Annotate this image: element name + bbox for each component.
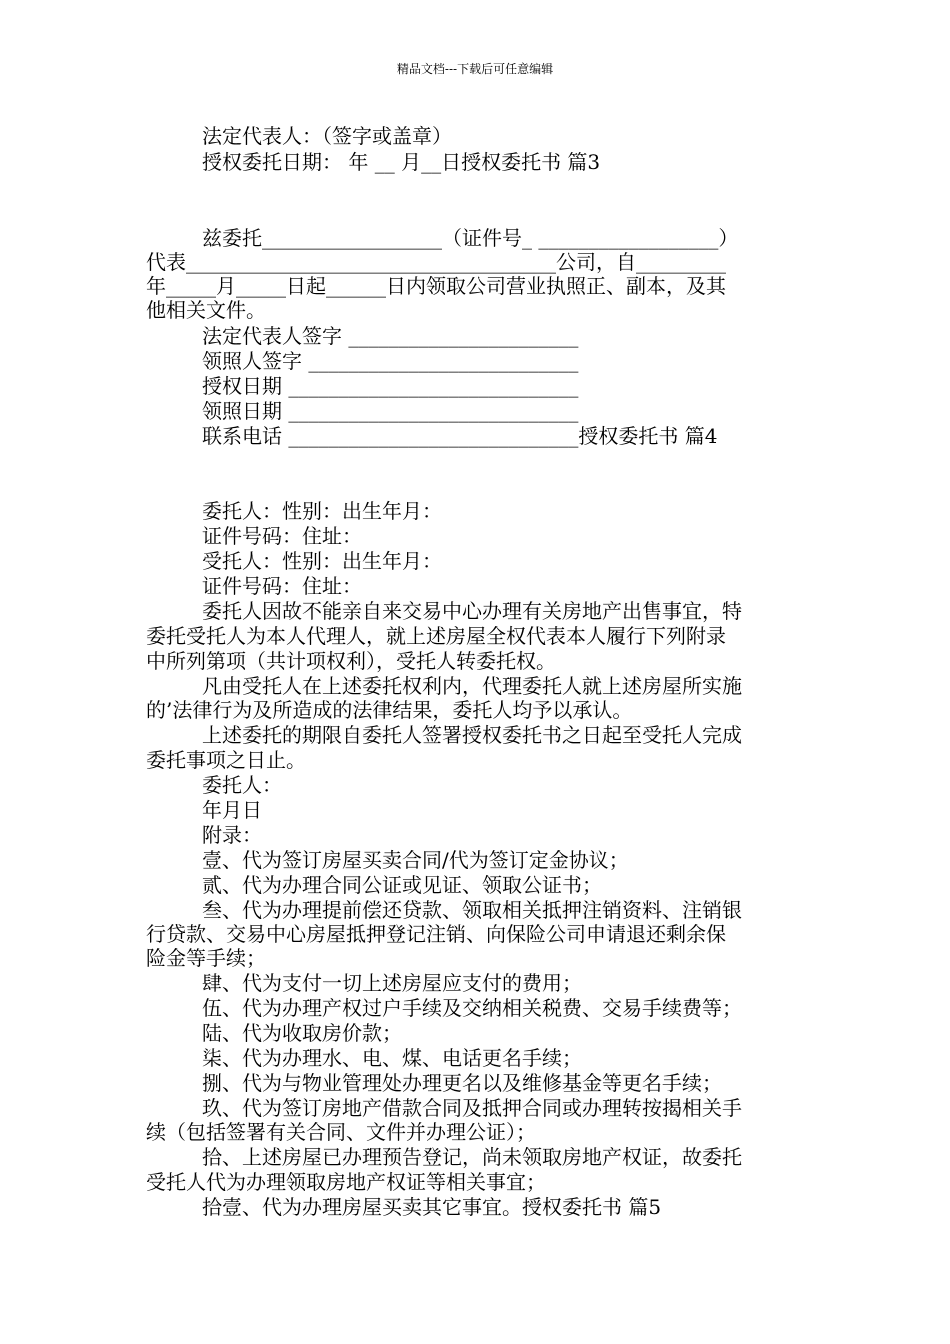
text-line: 委托受托人为本人代理人，就上述房屋全权代表本人履行下列附录 [146, 624, 726, 648]
text-line: 贰、代为办理合同公证或见证、领取公证书； [202, 873, 602, 897]
text-line: 凡由受托人在上述委托权利内，代理委托人就上述房屋所实施 [202, 674, 742, 698]
text-line: 捌、代为与物业管理处办理更名以及维修基金等更名手续； [202, 1071, 722, 1095]
text-line: 联系电话 _____________________________授权委托书 篇4 [202, 424, 718, 448]
text-line: 他相关文件。 [146, 298, 266, 322]
text-line: 委托事项之日止。 [146, 748, 306, 772]
text-line: 续（包括签署有关合同、文件并办理公证）； [146, 1120, 536, 1144]
text-line: 壹、代为签订房屋买卖合同/代为签订定金协议； [202, 848, 629, 872]
text-line: 年_____月_____日起______日内领取公司营业执照正、副本，及其 [146, 274, 726, 298]
text-line: 肆、代为支付一切上述房屋应支付的费用； [202, 971, 582, 995]
text-line: 授权日期 _____________________________ [202, 374, 579, 398]
text-line: 年月日 [202, 798, 262, 822]
text-line: 柒、代为办理水、电、煤、电话更名手续； [202, 1046, 582, 1070]
text-line: 拾、上述房屋已办理预告登记，尚未领取房地产权证，故委托 [202, 1145, 742, 1169]
text-line: 上述委托的期限自委托人签署授权委托书之日起至受托人完成 [202, 723, 742, 747]
text-line: 拾壹、代为办理房屋买卖其它事宜。授权委托书 篇5 [202, 1195, 662, 1219]
text-line: 中所列第项（共计项权利），受托人转委托权。 [146, 649, 556, 673]
text-line: 委托人：性别：出生年月： [202, 499, 442, 523]
text-line: 叁、代为办理提前偿还贷款、领取相关抵押注销资料、注销银 [202, 898, 742, 922]
text-line: 受托人代为办理领取房地产权证等相关事宜； [146, 1170, 546, 1194]
text-line: 伍、代为办理产权过户手续及交纳相关税费、交易手续费等； [202, 996, 742, 1020]
text-line: 授权委托日期： 年 __ 月__日授权委托书 篇3 [202, 150, 601, 174]
text-line: 玖、代为签订房地产借款合同及抵押合同或办理转按揭相关手 [202, 1096, 742, 1120]
text-line: 领照人签字 ___________________________ [202, 349, 579, 373]
text-line: 领照日期 _____________________________ [202, 399, 579, 423]
text-line: 代表_____________________________________公司，自_________ [146, 250, 726, 274]
text-line: 行贷款、交易中心房屋抵押登记注销、向保险公司申请退还剩余保 [146, 922, 726, 946]
text-line: 证件号码：住址： [202, 524, 362, 548]
text-line: 委托人： [202, 773, 282, 797]
page-header: 精品文档---下载后可任意编辑 [396, 62, 554, 76]
text-line: 的’法律行为及所造成的法律结果，委托人均予以承认。 [146, 698, 633, 722]
text-line: 证件号码：住址： [202, 574, 362, 598]
text-line: 委托人因故不能亲自来交易中心办理有关房地产出售事宜，特 [202, 599, 742, 623]
text-line: 法定代表人签字 _______________________ [202, 324, 579, 348]
text-line: 受托人：性别：出生年月： [202, 549, 442, 573]
text-line: 险金等手续； [146, 946, 266, 970]
text-line: 兹委托__________________（证件号_ __________________） [202, 226, 739, 250]
text-line: 法定代表人：（签字或盖章） [202, 124, 452, 148]
text-line: 附录： [202, 823, 262, 847]
text-line: 陆、代为收取房价款； [202, 1021, 402, 1045]
